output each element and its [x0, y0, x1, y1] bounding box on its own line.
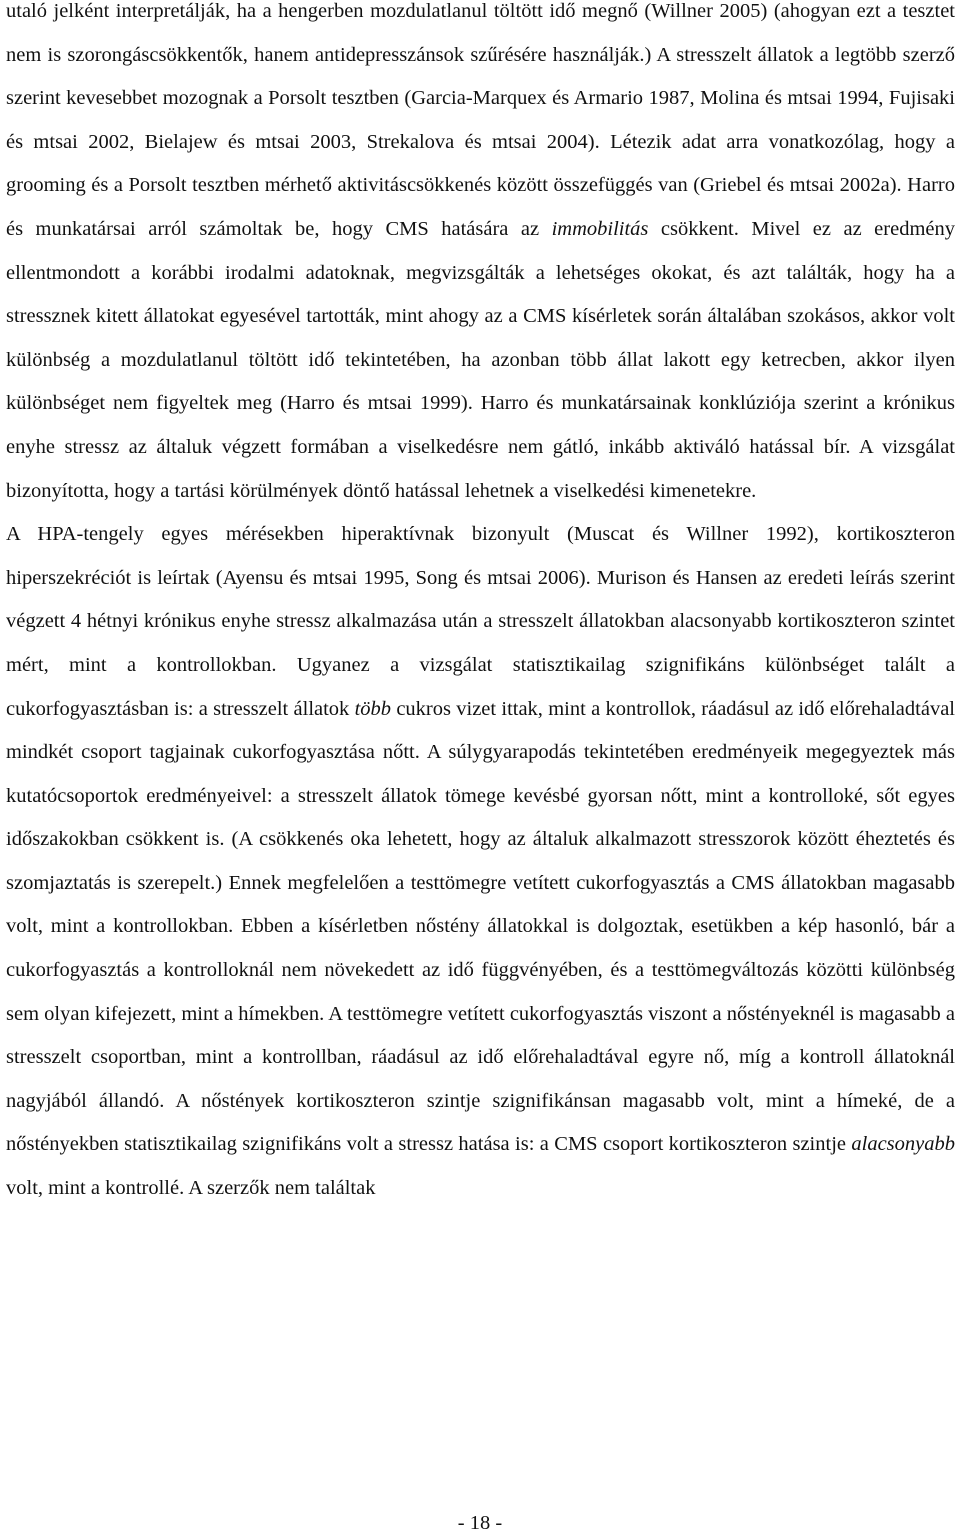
paragraph-2-text-1: A HPA-tengely egyes mérésekben hiperaktívnak bizonyult (Muscat és Willner 1992), kortikoszteron hiperszekréciót is leírtak (Ayensu és mtsai 1995, Song és mtsai 2006). Murison és Hansen az eredeti leírás szerint végzett 4 hétnyi krónikus enyhe stressz alkalmazása után a stresszelt állatokban alacsonyabb kortikoszteron szintet mért, mint a kontrollokban. Ugyanez a vizsgálat statisztikailag szignifikáns különbséget talált a cukorfogyasztásban is: a stresszelt állatok	[6, 523, 955, 720]
paragraph-2-text-3: volt, mint a kontrollé. A szerzők nem találtak	[6, 1177, 376, 1200]
page-number: - 18 -	[457, 1512, 503, 1534]
paragraph-1-text-1: utaló jelként interpretálják, ha a hengerben mozdulatlanul töltött idő megnő (Willner 2005) (ahogyan ezt a tesztet nem is szorongáscsökkentők, hanem antidepresszánsok szűrésére használják.) A stresszelt állatok a legtöbb szerző szerint kevesebbet mozognak a Porsolt tesztben (Garcia-Marquex és Armario 1987, Molina és mtsai 1994, Fujisaki és mtsai 2002, Bielajew és mtsai 2003, Strekalova és mtsai 2004). Létezik adat arra vonatkozólag, hogy a grooming és a Porsolt tesztben mérhető aktivitáscsökkenés között összefüggés van (Griebel és mtsai 2002a). Harro és munkatársai arról számoltak be, hogy CMS hatására az	[6, 0, 955, 240]
paragraph-2	[6, 513, 955, 1211]
paragraph-1-italic-term: immobilitás	[551, 217, 649, 240]
paragraph-2-text-2: cukros vizet ittak, mint a kontrollok, ráadásul az idő előrehaladtával mindkét csoport tagjainak cukorfogyasztása nőtt. A súlygyarapodás tekintetében eredményeik megegyeztek más kutatócsoportok eredményeivel: a stresszelt állatok tömege kevésbé gyorsan nőtt, mint a kontrolloké, sőt egyes időszakokban csökkent is. (A csökkenés oka lehetett, hogy az általuk alkalmazott stresszorok között éheztetés és szomjaztatás is szerepelt.) Ennek megfelelően a testtömegre vetített cukorfogyasztás a CMS állatokban magasabb volt, mint a kontrollokban. Ebben a kísérletben nőstény állatokkal is dolgoztak, esetükben a kép hasonló, bár a cukorfogyasztás a kontrolloknál nem növekedett az idő függvényében, és a testtömegváltozás közötti különbség sem olyan kifejezett, mint a hímekben. A testtömegre vetített cukorfogyasztás viszont a nőstényeknél is magasabb a stresszelt csoportban, mint a kontrollban, ráadásul az idő előrehaladtával egyre nő, míg a kontroll állatoknál nagyjából állandó. A nőstények kortikoszteron szintje szignifikánsan magasabb volt, mint a hímeké, de a nőstényekben statisztikailag szignifikáns volt a stressz hatása is: a CMS csoport kortikoszteron szintje	[6, 697, 955, 1156]
paragraph-2-italic-term-1: több	[354, 697, 392, 720]
body-text	[6, 0, 955, 1211]
paragraph-2-italic-term-2: alacsonyabb	[851, 1133, 955, 1156]
paragraph-1-text-2: csökkent. Mivel ez az eredmény ellentmondott a korábbi irodalmi adatoknak, megvizsgálták a lehetséges okokat, és azt találták, hogy ha a stressznek kitett állatokat egyesével tartották, mint ahogy az a CMS kísérletek során általában szokásos, akkor volt különbség a mozdulatlanul töltött idő tekintetében, ha azonban több állat lakott egy ketrecben, akkor ilyen különbséget nem figyeltek meg (Harro és mtsai 1999). Harro és munkatársainak konklúziója szerint a krónikus enyhe stressz az általuk végzett formában a viselkedésre nem gátló, inkább aktiváló hatással bír. A vizsgálat bizonyította, hogy a tartási körülmények döntő hatással lehetnek a viselkedési kimenetekre.	[6, 217, 955, 502]
paragraph-1	[6, 0, 955, 513]
